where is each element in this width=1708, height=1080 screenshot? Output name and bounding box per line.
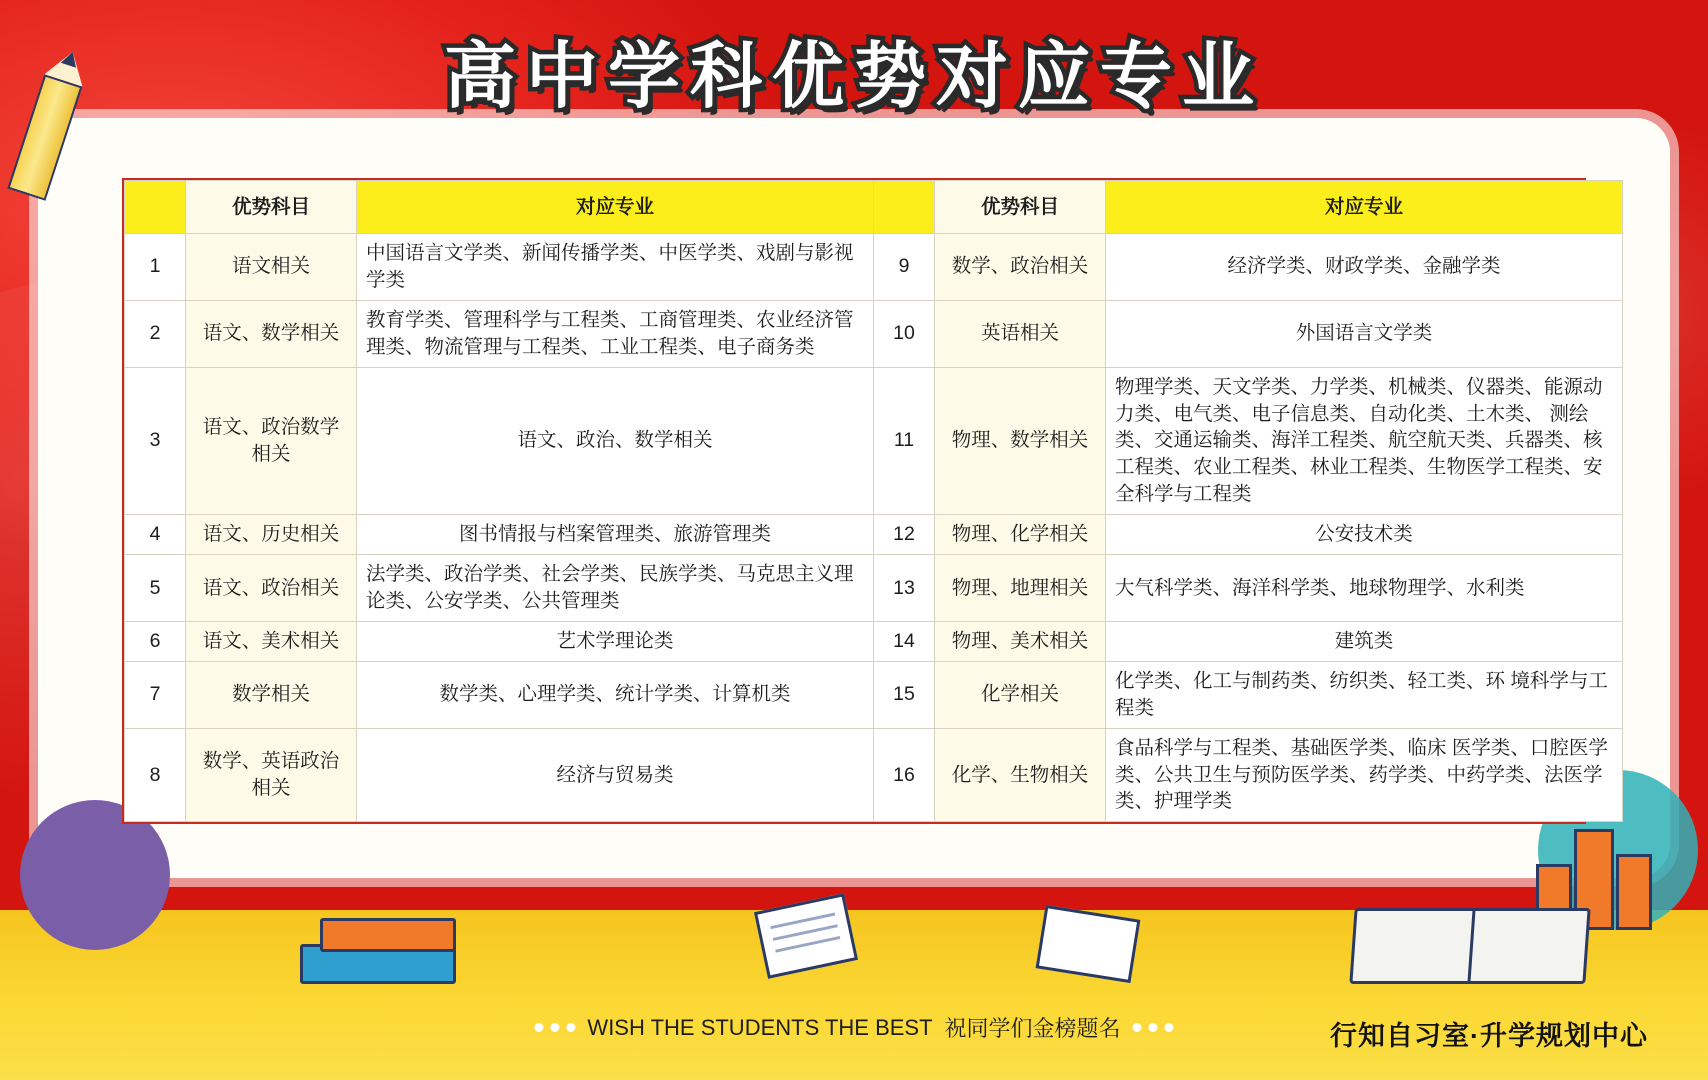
decoration-book-orange (320, 918, 456, 952)
brand-name: 行知自习室·升学规划中心 (1330, 1021, 1648, 1051)
dots-left-icon (534, 1023, 575, 1032)
table-row (125, 367, 1623, 515)
header-major-right: 对应专业 (1106, 181, 1623, 234)
table-row (125, 661, 1623, 728)
row-subject: 化学、生物相关 (935, 728, 1106, 822)
row-major: 物理学类、天文学类、力学类、机械类、仪器类、能源动力类、电气类、电子信息类、自动化类、土木类、 测绘类、交通运输类、海洋工程类、航空航天类、兵器类、核工程类、农业工程类、林业工程类、生物医学工程类、安全科学与工程类 (1106, 367, 1623, 515)
page-title: 高中学科优势对应专业 (443, 34, 1264, 118)
footer-slogan-en: WISH THE STUDENTS THE BEST (587, 1014, 933, 1040)
row-subject: 数学、政治相关 (935, 234, 1106, 301)
footer-slogan-cn: 祝同学们金榜题名 (944, 1016, 1121, 1041)
row-subject: 语文、政治数学相关 (186, 367, 357, 515)
row-major: 公安技术类 (1106, 515, 1623, 555)
row-subject: 语文、数学相关 (186, 300, 357, 367)
row-subject: 数学相关 (186, 661, 357, 728)
table-row (125, 621, 1623, 661)
row-subject: 化学相关 (935, 661, 1106, 728)
table-row (125, 555, 1623, 622)
header-index-right (874, 181, 935, 234)
row-index: 2 (125, 300, 186, 367)
row-major: 食品科学与工程类、基础医学类、临床 医学类、口腔医学类、公共卫生与预防医学类、药学类、中药学类、法医学类、护理学类 (1106, 728, 1623, 822)
footer-slogan (534, 1012, 1173, 1043)
row-index: 4 (125, 515, 186, 555)
table-row (125, 728, 1623, 822)
row-subject: 英语相关 (935, 300, 1106, 367)
table-row (125, 515, 1623, 555)
header-index-left (125, 181, 186, 234)
row-index: 11 (874, 367, 935, 515)
row-major: 大气科学类、海洋科学类、地球物理学、水利类 (1106, 555, 1623, 622)
row-subject: 语文、历史相关 (186, 515, 357, 555)
row-major: 经济与贸易类 (357, 728, 874, 822)
row-index: 12 (874, 515, 935, 555)
row-index: 7 (125, 661, 186, 728)
row-index: 1 (125, 234, 186, 301)
row-subject: 物理、化学相关 (935, 515, 1106, 555)
row-index: 14 (874, 621, 935, 661)
row-subject: 数学、英语政治相关 (186, 728, 357, 822)
row-major: 中国语言文学类、新闻传播学类、中医学类、戏剧与影视学类 (357, 234, 874, 301)
header-major-left: 对应专业 (357, 181, 874, 234)
row-index: 5 (125, 555, 186, 622)
row-major: 语文、政治、数学相关 (357, 367, 874, 515)
table-row (125, 234, 1623, 301)
row-major: 外国语言文学类 (1106, 300, 1623, 367)
row-major: 艺术学理论类 (357, 621, 874, 661)
row-index: 13 (874, 555, 935, 622)
row-major: 法学类、政治学类、社会学类、民族学类、马克思主义理论类、公安学类、公共管理类 (357, 555, 874, 622)
page-title-wrap (0, 18, 1708, 122)
row-subject: 语文相关 (186, 234, 357, 301)
row-major: 建筑类 (1106, 621, 1623, 661)
table-header-row (125, 181, 1623, 234)
row-subject: 物理、数学相关 (935, 367, 1106, 515)
row-index: 6 (125, 621, 186, 661)
row-index: 16 (874, 728, 935, 822)
row-major: 图书情报与档案管理类、旅游管理类 (357, 515, 874, 555)
row-index: 10 (874, 300, 935, 367)
decoration-open-book (1349, 908, 1590, 984)
footer (0, 1012, 1708, 1056)
row-major: 教育学类、管理科学与工程类、工商管理类、农业经济管理类、物流管理与工程类、工业工程类、电子商务类 (357, 300, 874, 367)
row-index: 3 (125, 367, 186, 515)
row-subject: 语文、美术相关 (186, 621, 357, 661)
row-subject: 语文、政治相关 (186, 555, 357, 622)
header-subject-left: 优势科目 (186, 181, 357, 234)
row-index: 8 (125, 728, 186, 822)
row-major: 经济学类、财政学类、金融学类 (1106, 234, 1623, 301)
subject-major-table (122, 178, 1608, 824)
row-index: 9 (874, 234, 935, 301)
row-major: 化学类、化工与制药类、纺织类、轻工类、环 境科学与工程类 (1106, 661, 1623, 728)
row-subject: 物理、地理相关 (935, 555, 1106, 622)
table-body (125, 234, 1623, 822)
row-major: 数学类、心理学类、统计学类、计算机类 (357, 661, 874, 728)
dots-right-icon (1133, 1023, 1174, 1032)
row-index: 15 (874, 661, 935, 728)
header-subject-right: 优势科目 (935, 181, 1106, 234)
row-subject: 物理、美术相关 (935, 621, 1106, 661)
table-row (125, 300, 1623, 367)
